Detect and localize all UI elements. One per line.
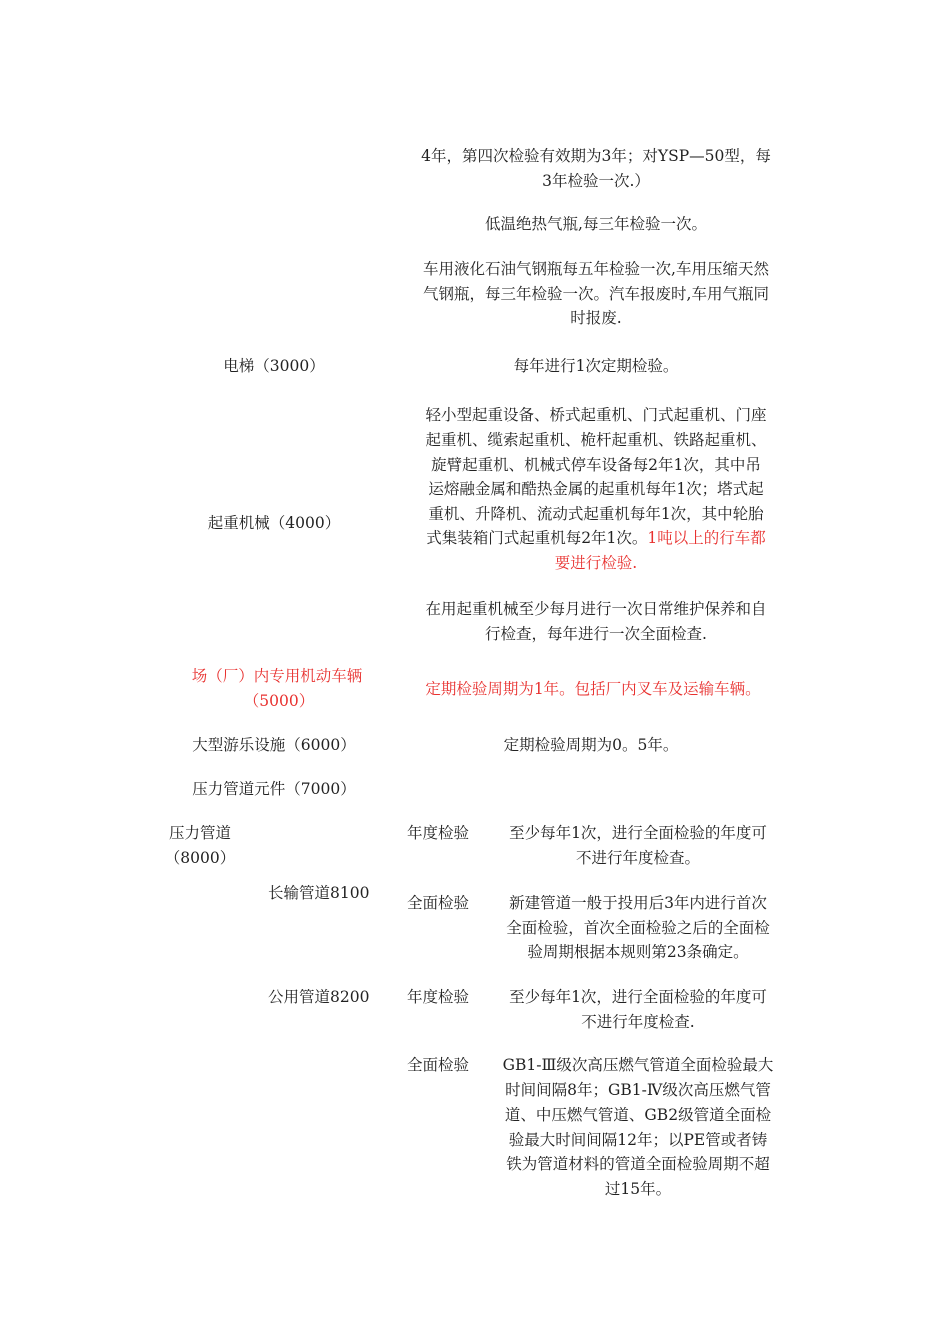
annual-inspection-desc-1b: 不进行年度检查。 [575, 849, 701, 867]
crane-desc-line-6-highlight: 1吨以上的行车都 [647, 529, 766, 547]
full-inspection-desc-2a: GB1-Ⅲ级次高压燃气管道全面检验最大 [502, 1056, 774, 1074]
public-pipe-label: 公用管道8200 [268, 988, 370, 1006]
pressure-pipe-label-line-2: （8000） [164, 849, 236, 867]
annual-inspection-desc-2a: 至少每年1次，进行全面检验的年度可 [509, 988, 767, 1006]
bottle-inspection-line-1: 4年，第四次检验有效期为3年；对YSP—50型，每 [421, 147, 771, 165]
crane-maintenance-line-1: 在用起重机械至少每月进行一次日常维护保养和自 [425, 600, 767, 618]
pipe-element-label: 压力管道元件（7000） [192, 780, 356, 798]
crane-desc-line-4: 运熔融金属和酷热金属的起重机每年1次；塔式起 [428, 480, 764, 498]
low-temp-cylinder-text: 低温绝热气瓶,每三年检验一次。 [485, 215, 707, 233]
full-inspection-desc-2e: 铁为管道材料的管道全面检验周期不超 [506, 1155, 770, 1173]
crane-desc-line-5: 重机、升降机、流动式起重机每年1次，其中轮胎 [428, 505, 764, 523]
annual-inspection-label-1: 年度检验 [407, 824, 470, 842]
full-inspection-desc-2f: 过15年。 [604, 1180, 672, 1198]
annual-inspection-label-2: 年度检验 [407, 988, 470, 1006]
full-inspection-desc-2d: 验最大时间间隔12年；以PE管或者铸 [508, 1131, 768, 1149]
annual-inspection-desc-1a: 至少每年1次，进行全面检验的年度可 [509, 824, 767, 842]
full-inspection-desc-1b: 全面检验，首次全面检验之后的全面检 [506, 919, 770, 937]
crane-desc-line-6-normal: 式集装箱门式起重机每2年1次。 [426, 529, 648, 547]
crane-desc-line-6 [426, 526, 766, 551]
amusement-label: 大型游乐设施（6000） [192, 736, 356, 754]
vehicle-cylinder-line-1: 车用液化石油气钢瓶每五年检验一次,车用压缩天然 [423, 260, 769, 278]
full-inspection-desc-2c: 道、中压燃气管道、GB2级管道全面检 [504, 1106, 772, 1124]
full-inspection-label-1: 全面检验 [407, 894, 470, 912]
amusement-description: 定期检验周期为0。5年。 [503, 736, 679, 754]
full-inspection-desc-1a: 新建管道一般于投用后3年内进行首次 [509, 894, 767, 912]
full-inspection-desc-2b: 时间间隔8年；GB1-Ⅳ级次高压燃气管 [505, 1081, 771, 1099]
bottle-inspection-line-2: 3年检验一次.） [542, 172, 650, 190]
crane-label: 起重机械（4000） [207, 514, 341, 532]
crane-desc-line-2: 起重机、缆索起重机、桅杆起重机、铁路起重机、 [425, 431, 767, 449]
crane-maintenance-line-2: 行检查，每年进行一次全面检查. [485, 625, 707, 643]
elevator-label: 电梯（3000） [223, 357, 325, 375]
full-inspection-label-2: 全面检验 [407, 1056, 470, 1074]
crane-desc-line-3: 旋臂起重机、机械式停车设备每2年1次，其中吊 [431, 456, 761, 474]
long-distance-pipe-label: 长输管道8100 [268, 884, 370, 902]
full-inspection-desc-1c: 验周期根据本规则第23条确定。 [527, 943, 749, 961]
site-vehicle-label-line-2: （5000） [243, 692, 315, 710]
crane-desc-line-7-highlight: 要进行检验. [554, 554, 638, 572]
pressure-pipe-label-line-1: 压力管道 [168, 824, 232, 842]
vehicle-cylinder-line-3: 时报废. [570, 309, 622, 327]
crane-desc-line-1: 轻小型起重设备、桥式起重机、门式起重机、门座 [425, 406, 767, 424]
annual-inspection-desc-2b: 不进行年度检查. [581, 1013, 695, 1031]
elevator-description: 每年进行1次定期检验。 [513, 357, 679, 375]
site-vehicle-description: 定期检验周期为1年。包括厂内叉车及运输车辆。 [425, 680, 761, 698]
vehicle-cylinder-line-2: 气钢瓶，每三年检验一次。汽车报废时,车用气瓶同 [423, 285, 769, 303]
site-vehicle-label-line-1: 场（厂）内专用机动车辆 [191, 667, 363, 685]
